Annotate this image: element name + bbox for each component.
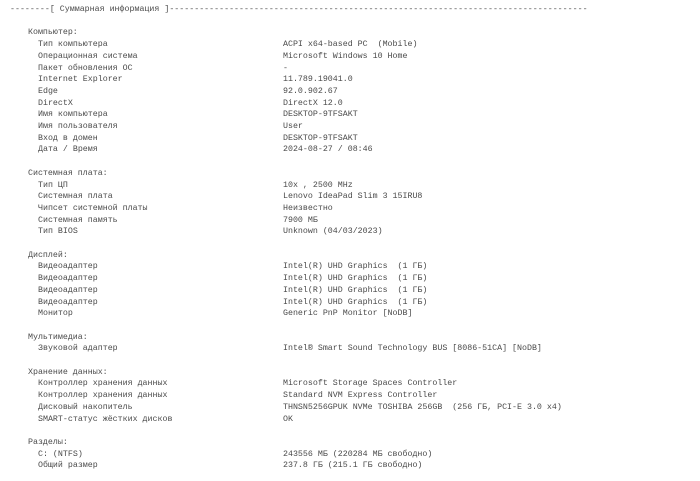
spec-label: Видеоадаптер xyxy=(38,297,98,307)
spec-row xyxy=(38,402,700,414)
spec-row xyxy=(38,390,700,402)
spec-label: Edge xyxy=(38,86,58,96)
section-title: Разделы: xyxy=(28,437,68,447)
section-title: Мультимедиа: xyxy=(28,332,88,342)
spec-row xyxy=(38,343,700,355)
spec-value: 92.0.902.67 xyxy=(283,86,338,96)
spec-label: Монитор xyxy=(38,309,73,319)
section-title: Компьютер: xyxy=(28,28,78,38)
spec-value: THNSN5256GPUK NVMe TOSHIBA 256GB (256 ГБ, PCI-E 3.0 x4) xyxy=(283,402,562,412)
spec-row xyxy=(38,460,700,472)
spec-label: SMART-статус жёстких дисков xyxy=(38,414,173,424)
spec-label: Имя компьютера xyxy=(38,110,108,120)
spec-row xyxy=(38,308,700,320)
report-section xyxy=(10,27,700,156)
report-section xyxy=(10,367,700,426)
spec-label: Контроллер хранения данных xyxy=(38,379,168,389)
spec-row xyxy=(38,86,700,98)
report-section xyxy=(10,437,700,472)
spec-value: Intel(R) UHD Graphics (1 ГБ) xyxy=(283,274,428,284)
spec-row xyxy=(38,215,700,227)
spec-value: Standard NVM Express Controller xyxy=(283,391,438,401)
section-title: Хранение данных: xyxy=(28,367,108,377)
spec-value: 11.789.19041.0 xyxy=(283,75,353,85)
spec-label: Тип компьютера xyxy=(38,40,108,50)
spec-row xyxy=(38,98,700,110)
spec-value: Intel(R) UHD Graphics (1 ГБ) xyxy=(283,297,428,307)
spec-value: 2024-08-27 / 08:46 xyxy=(283,145,373,155)
spec-value: Intel(R) UHD Graphics (1 ГБ) xyxy=(283,262,428,272)
spec-value: 243556 МБ (220284 МБ свободно) xyxy=(283,449,433,459)
spec-row xyxy=(38,285,700,297)
spec-value: Неизвестно xyxy=(283,203,333,213)
spec-label: Тип ЦП xyxy=(38,180,68,190)
spec-value: OK xyxy=(283,414,293,424)
spec-value: ACPI x64-based PC (Mobile) xyxy=(283,40,418,50)
spec-row xyxy=(38,74,700,86)
spec-row xyxy=(38,51,700,63)
spec-label: Видеоадаптер xyxy=(38,274,98,284)
section-title: Системная плата: xyxy=(28,168,108,178)
report-section xyxy=(10,250,700,320)
spec-label: Тип BIOS xyxy=(38,227,78,237)
spec-value: 10x , 2500 MHz xyxy=(283,180,353,190)
spec-row xyxy=(38,261,700,273)
spec-value: Intel® Smart Sound Technology BUS [8086-51CA] [NoDB] xyxy=(283,344,542,354)
spec-label: C: (NTFS) xyxy=(38,449,83,459)
report-section xyxy=(10,332,700,355)
summary-header-line: --------[ Суммарная информация ]------------------------------------------------------------------------------------ xyxy=(10,5,588,14)
report-body xyxy=(10,27,700,472)
spec-value: Microsoft Windows 10 Home xyxy=(283,51,408,61)
spec-row xyxy=(38,203,700,215)
spec-row xyxy=(38,133,700,145)
spec-row xyxy=(38,180,700,192)
spec-label: Системная плата xyxy=(38,192,113,202)
spec-label: Операционная система xyxy=(38,51,138,61)
spec-value: Intel(R) UHD Graphics (1 ГБ) xyxy=(283,285,428,295)
spec-label: Дисковый накопитель xyxy=(38,402,133,412)
spec-label: Системная память xyxy=(38,215,118,225)
spec-label: Общий размер xyxy=(38,461,98,471)
spec-row xyxy=(38,297,700,309)
spec-value: DESKTOP-9TFSAKT xyxy=(283,110,358,120)
spec-row xyxy=(38,39,700,51)
spec-value: Microsoft Storage Spaces Controller xyxy=(283,379,458,389)
spec-label: Звуковой адаптер xyxy=(38,344,118,354)
spec-row xyxy=(38,378,700,390)
spec-row xyxy=(38,121,700,133)
spec-row xyxy=(38,449,700,461)
spec-row xyxy=(38,226,700,238)
spec-value: 237.8 ГБ (215.1 ГБ свободно) xyxy=(283,461,423,471)
spec-row xyxy=(38,63,700,75)
spec-label: Имя пользователя xyxy=(38,122,118,132)
report-section xyxy=(10,168,700,238)
spec-label: Видеоадаптер xyxy=(38,285,98,295)
spec-row xyxy=(38,191,700,203)
spec-value: Generic PnP Monitor [NoDB] xyxy=(283,309,413,319)
spec-label: Чипсет системной платы xyxy=(38,203,148,213)
spec-label: Дата / Время xyxy=(38,145,98,155)
spec-label: Вход в домен xyxy=(38,133,98,143)
spec-value: DESKTOP-9TFSAKT xyxy=(283,133,358,143)
spec-label: Видеоадаптер xyxy=(38,262,98,272)
spec-row xyxy=(38,414,700,426)
spec-value: DirectX 12.0 xyxy=(283,98,343,108)
spec-value: Lenovo IdeaPad Slim 3 15IRU8 xyxy=(283,192,423,202)
spec-value: - xyxy=(283,63,288,73)
spec-label: Контроллер хранения данных xyxy=(38,391,168,401)
spec-row xyxy=(38,109,700,121)
spec-value: 7900 МБ xyxy=(283,215,318,225)
spec-label: Internet Explorer xyxy=(38,75,123,85)
section-title: Дисплей: xyxy=(28,250,68,260)
spec-label: Пакет обновления ОС xyxy=(38,63,133,73)
spec-label: DirectX xyxy=(38,98,73,108)
spec-row xyxy=(38,273,700,285)
spec-row xyxy=(38,144,700,156)
spec-value: Unknown (04/03/2023) xyxy=(283,227,383,237)
spec-value: User xyxy=(283,122,303,132)
